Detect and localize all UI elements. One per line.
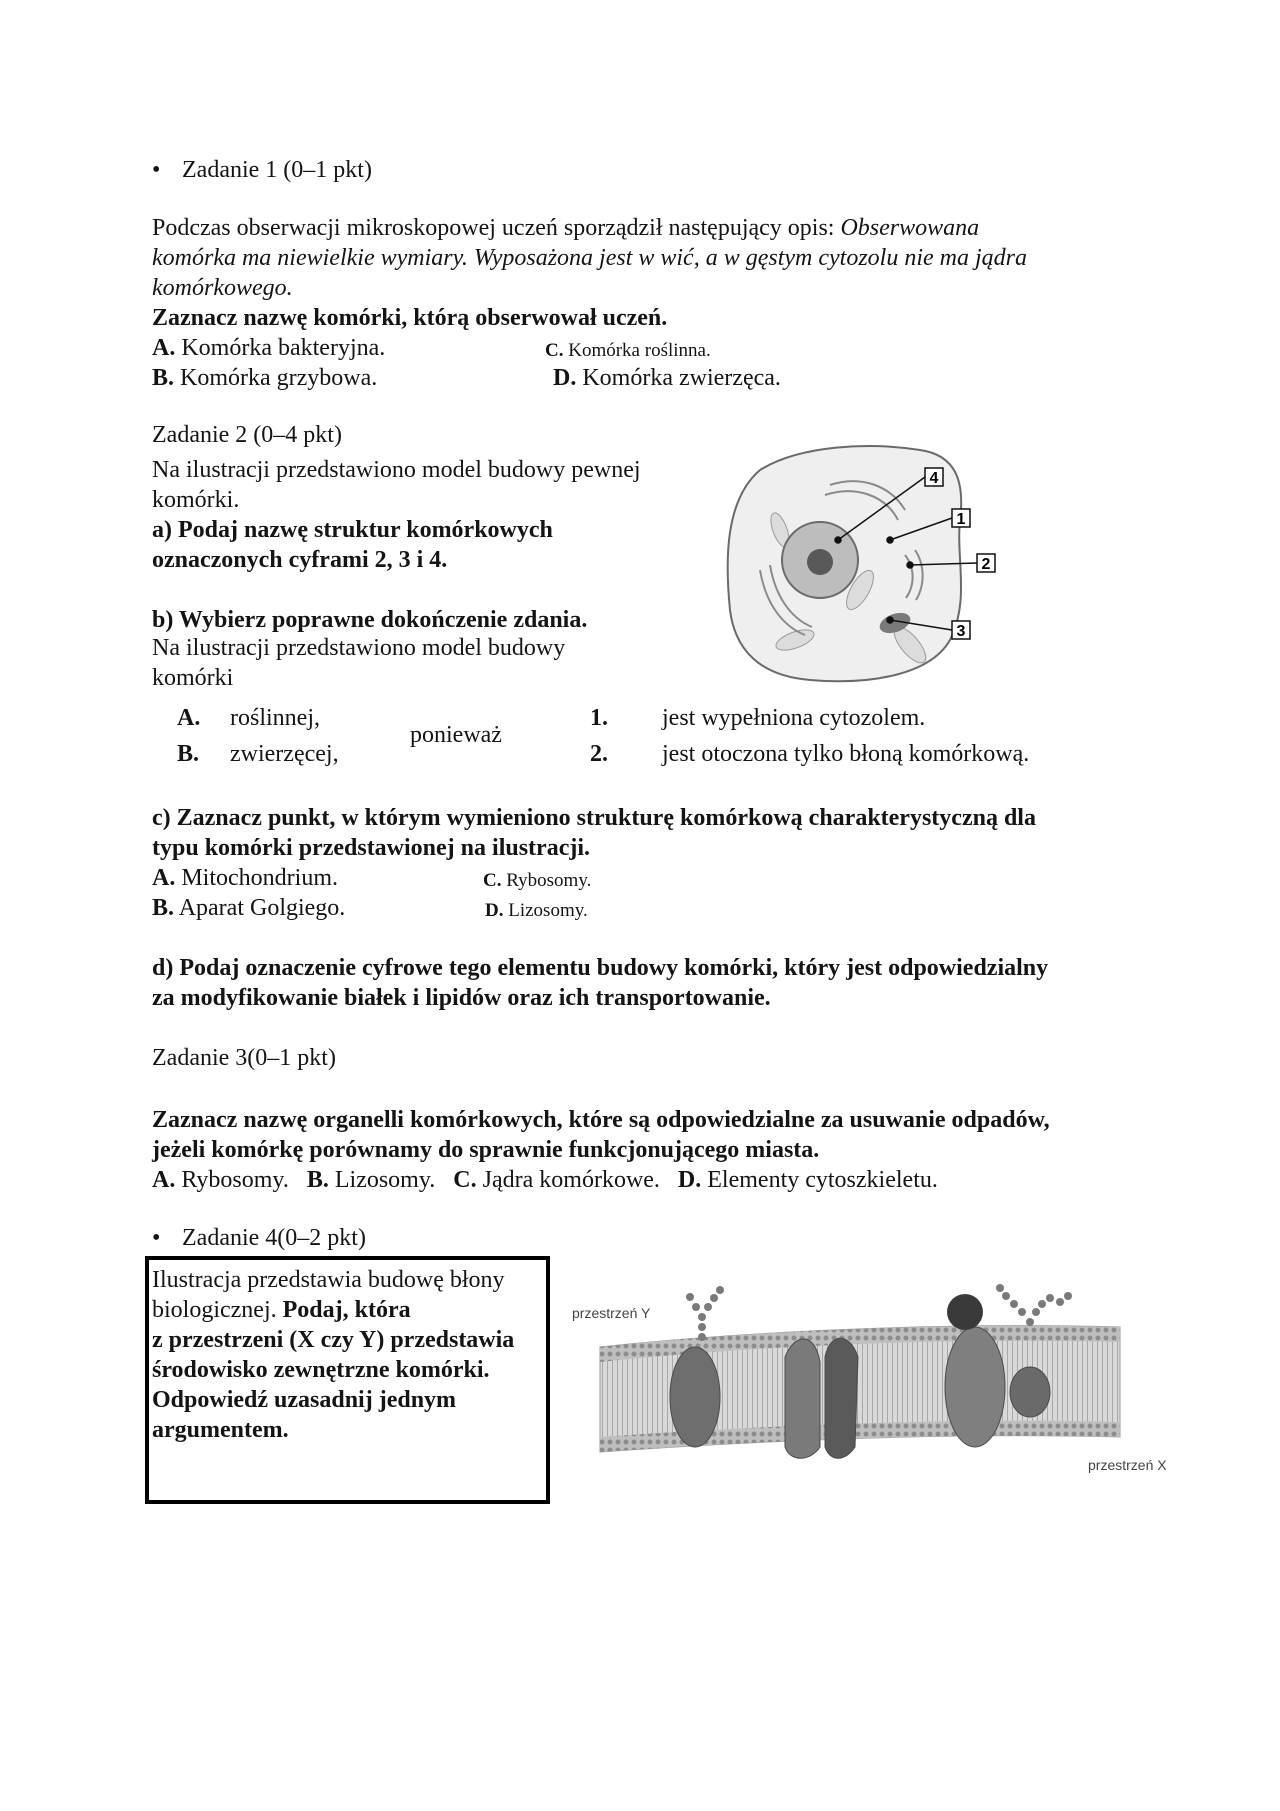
task1-option-a[interactable] — [152, 333, 385, 363]
task4-box-line2b: Podaj, która — [282, 1297, 411, 1323]
task3-header: Zadanie 3(0–1 pkt) — [152, 1045, 336, 1071]
task1-intro-line — [152, 213, 979, 243]
task1-desc-line3: komórkowego. — [152, 275, 293, 301]
task3-option-b[interactable] — [307, 1167, 435, 1193]
task3-options — [152, 1165, 938, 1195]
task2-c-option-d[interactable] — [485, 896, 588, 926]
task4-title: Zadanie 4(0–2 pkt) — [182, 1225, 366, 1251]
label-3: 3 — [956, 623, 966, 640]
option-letter: B. — [152, 365, 175, 391]
task1-desc-line2: komórka ma niewielkie wymiary. Wyposażona jest w wić, a w gęstym cytozolu nie ma jądra — [152, 245, 1028, 271]
label-space-y: przestrzeń Y — [572, 1305, 651, 1321]
task4-box-line5: Odpowiedź uzasadnij jednym — [152, 1387, 457, 1413]
bullet: • — [152, 1225, 161, 1251]
option-letter: C. — [545, 340, 564, 361]
task1-option-c[interactable] — [545, 336, 711, 366]
task2-header: Zadanie 2 (0–4 pkt) — [152, 422, 342, 448]
label-1: 1 — [956, 511, 966, 528]
task3-option-c[interactable] — [453, 1167, 660, 1193]
task2-d-line2: za modyfikowanie białek i lipidów oraz ich transportowanie. — [152, 985, 771, 1011]
task2-c-line1: c) Zaznacz punkt, w którym wymieniono strukturę komórkową charakterystyczną dla — [152, 805, 1036, 831]
option-letter: A. — [152, 865, 176, 891]
option-text: Lizosomy. — [503, 900, 588, 921]
task2-a-line1: a) Podaj nazwę struktur komórkowych — [152, 517, 553, 543]
option-letter: D. — [485, 900, 504, 921]
option-text: Jądra komórkowe. — [476, 1167, 660, 1193]
task2-intro-line2: komórki. — [152, 487, 240, 513]
membrane-figure — [590, 1262, 1130, 1462]
choice-a-letter: A. — [177, 705, 201, 731]
option-letter: C. — [453, 1167, 477, 1193]
option-letter: A. — [152, 1167, 176, 1193]
option-text: Lizosomy. — [328, 1167, 436, 1193]
animal-cell-figure — [720, 440, 1020, 690]
task1-instruction: Zaznacz nazwę komórki, którą obserwował uczeń. — [152, 305, 668, 331]
task2-c-option-c[interactable] — [483, 866, 591, 896]
option-letter: B. — [306, 1167, 329, 1193]
task4-box-line2a: biologicznej. — [152, 1297, 283, 1323]
task3-option-a[interactable] — [152, 1167, 289, 1193]
nucleolus — [807, 549, 833, 575]
option-letter: D. — [553, 365, 577, 391]
option-text: Elementy cytoszkieletu. — [701, 1167, 938, 1193]
task2-d-line1: d) Podaj oznaczenie cyfrowe tego elementu budowy komórki, który jest odpowiedzialny — [152, 955, 1049, 981]
task1-option-d[interactable] — [553, 363, 781, 393]
option-letter: D. — [677, 1167, 702, 1193]
because-word: ponieważ — [410, 722, 502, 748]
option-text: Komórka grzybowa. — [174, 365, 378, 391]
label-2: 2 — [981, 556, 991, 573]
task3-option-d[interactable] — [678, 1167, 938, 1193]
choice-b-letter: B. — [177, 741, 200, 767]
task1-header — [152, 155, 372, 185]
task1-intro: Podczas obserwacji mikroskopowej uczeń sporządził następujący opis: — [152, 215, 841, 241]
option-text: Mitochondrium. — [175, 865, 338, 891]
task2-c-line2: typu komórki przedstawionej na ilustracji. — [152, 835, 590, 861]
label-4: 4 — [929, 470, 939, 487]
reason-1-num: 1. — [590, 705, 608, 731]
bullet: • — [152, 157, 161, 183]
task4-box-line3: z przestrzeni (X czy Y) przedstawia — [152, 1327, 515, 1353]
task2-b-line1: Na ilustracji przedstawiono model budowy — [152, 635, 566, 661]
task2-b-instruction: b) Wybierz poprawne dokończenie zdania. — [152, 607, 588, 633]
choice-b-text[interactable]: zwierzęcej, — [230, 741, 339, 767]
option-letter: B. — [152, 895, 175, 921]
task2-a-line2: oznaczonych cyframi 2, 3 i 4. — [152, 547, 448, 573]
reason-2-text[interactable]: jest otoczona tylko błoną komórkową. — [662, 741, 1030, 767]
task2-c-option-a[interactable] — [152, 863, 338, 893]
task4-box-line4: środowisko zewnętrzne komórki. — [152, 1357, 490, 1383]
reason-1-text[interactable]: jest wypełniona cytozolem. — [662, 705, 926, 731]
task3-instruction-line1: Zaznacz nazwę organelli komórkowych, które są odpowiedzialne za usuwanie odpadów, — [152, 1107, 1050, 1133]
task2-b-line2: komórki — [152, 665, 234, 691]
choice-a-text[interactable]: roślinnej, — [230, 705, 320, 731]
label-space-x: przestrzeń X — [1088, 1457, 1167, 1473]
option-text: Rybosomy. — [501, 870, 592, 891]
option-text: Komórka zwierzęca. — [576, 365, 781, 391]
option-text: Aparat Golgiego. — [174, 895, 346, 921]
option-text: Komórka bakteryjna. — [175, 335, 386, 361]
option-text: Rybosomy. — [175, 1167, 289, 1193]
task3-instruction-line2: jeżeli komórkę porównamy do sprawnie funkcjonującego miasta. — [152, 1137, 820, 1163]
reason-2-num: 2. — [590, 741, 608, 767]
surface-protein — [947, 1294, 983, 1330]
task2-c-option-b[interactable] — [152, 893, 345, 923]
task2-intro-line1: Na ilustracji przedstawiono model budowy pewnej — [152, 457, 641, 483]
task1-desc-start: Obserwowana — [840, 215, 980, 241]
task4-box-line1: Ilustracja przedstawia budowę błony — [152, 1267, 505, 1293]
task4-header — [152, 1223, 366, 1253]
task1-option-b[interactable] — [152, 363, 377, 393]
task1-title: Zadanie 1 (0–1 pkt) — [182, 157, 372, 183]
option-letter: C. — [483, 870, 502, 891]
option-text: Komórka roślinna. — [563, 340, 711, 361]
task4-box-line6: argumentem. — [152, 1417, 289, 1443]
option-letter: A. — [152, 335, 176, 361]
task4-box-line2 — [152, 1295, 411, 1325]
